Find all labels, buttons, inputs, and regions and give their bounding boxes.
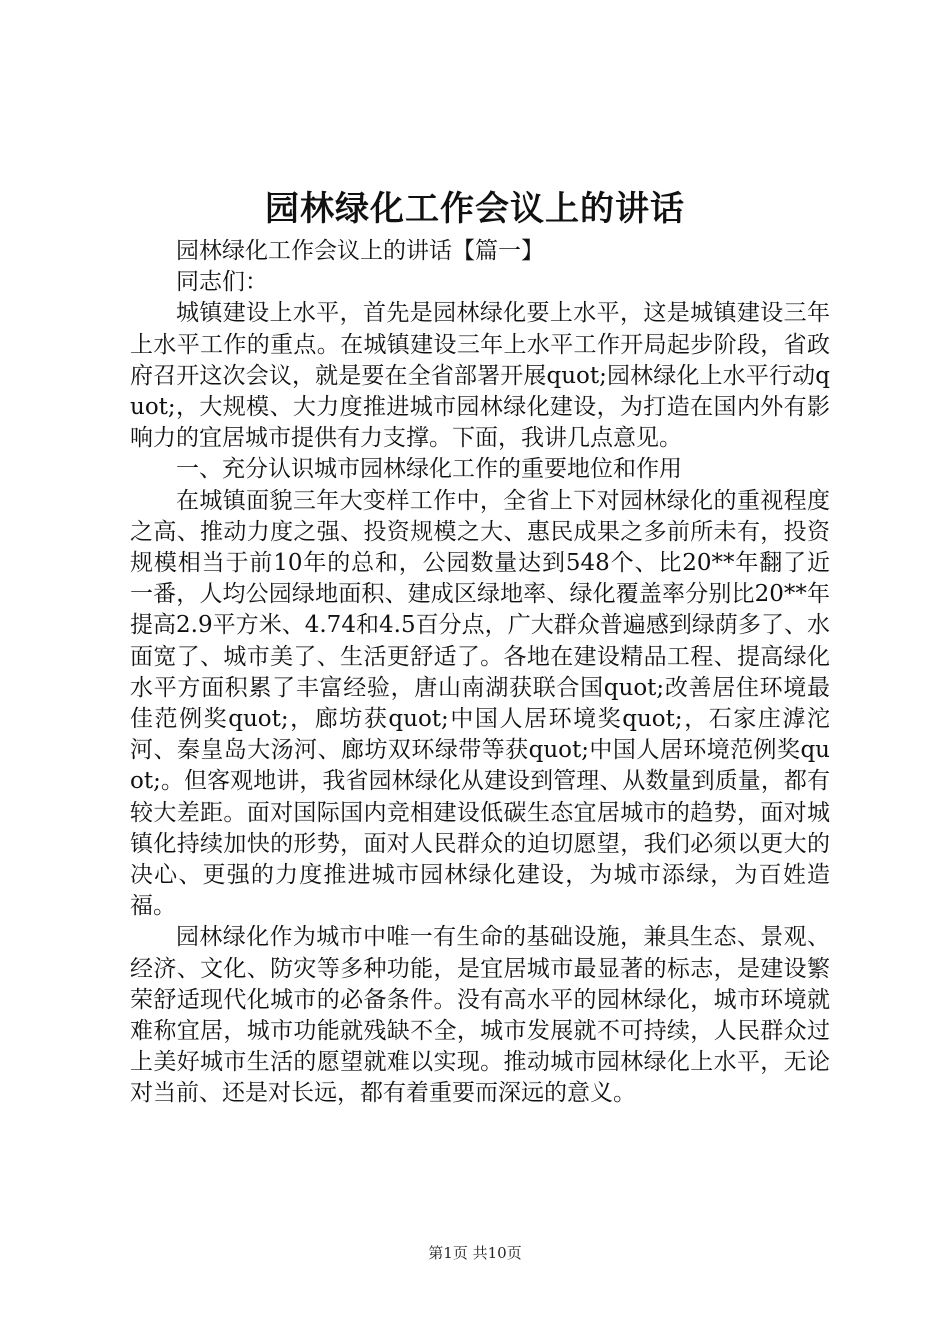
paragraph: 在城镇面貌三年大变样工作中，全省上下对园林绿化的重视程度之高、推动力度之强、投资规模之大、惠民成果之多前所未有，投资规模相当于前10年的总和，公园数量达到548个、比20**年翻了近一番，人均公园绿地面积、建成区绿地率、绿化覆盖率分别比20**年提高2.9平方米、4.74和4.5百分点，广大群众普遍感到绿荫多了、水面宽了、城市美了、生活更舒适了。各地在建设精品工程、提高绿化水平方面积累了丰富经验，唐山南湖获联合国quot;改善居住环境最佳范例奖quot;，廊坊获quot;中国人居环境奖quot;，石家庄滹沱河、秦皇岛大汤河、廊坊双环绿带等获quot;中国人居环境范例奖quot;。但客观地讲，我省园林绿化从建设到管理、从数量到质量，都有较大差距。面对国际国内竞相建设低碳生态宜居城市的趋势，面对城镇化持续加快的形势，面对人民群众的迫切愿望，我们必须以更大的决心、更强的力度推进城市园林绿化建设，为城市添绿，为百姓造福。	[130, 487, 830, 920]
section-heading: 一、充分认识城市园林绿化工作的重要地位和作用	[176, 456, 682, 483]
paragraph: 城镇建设上水平，首先是园林绿化要上水平，这是城镇建设三年上水平工作的重点。在城镇建设三年上水平工作开局起步阶段，省政府召开这次会议，就是要在全省部署开展quot;园林绿化上水平行动quot;，大规模、大力度推进城市园林绿化建设，为打造在国内外有影响力的宜居城市提供有力支撑。下面，我讲几点意见。	[130, 300, 830, 452]
document-title: 园林绿化工作会议上的讲话	[265, 189, 685, 229]
salutation: 同志们：	[176, 269, 268, 296]
paragraph: 园林绿化作为城市中唯一有生命的基础设施，兼具生态、景观、经济、文化、防灾等多种功能，是宜居城市最显著的标志，是建设繁荣舒适现代化城市的必备条件。没有高水平的园林绿化，城市环境就难称宜居，城市功能就残缺不全，城市发展就不可持续，人民群众过上美好城市生活的愿望就难以实现。推动城市园林绿化上水平，无论对当前、还是对长远，都有着重要而深远的意义。	[130, 924, 830, 1107]
document-body	[130, 236, 830, 1110]
page-number: 第1页 共10页	[428, 1244, 522, 1262]
section-heading: 园林绿化工作会议上的讲话【篇一】	[176, 238, 544, 264]
